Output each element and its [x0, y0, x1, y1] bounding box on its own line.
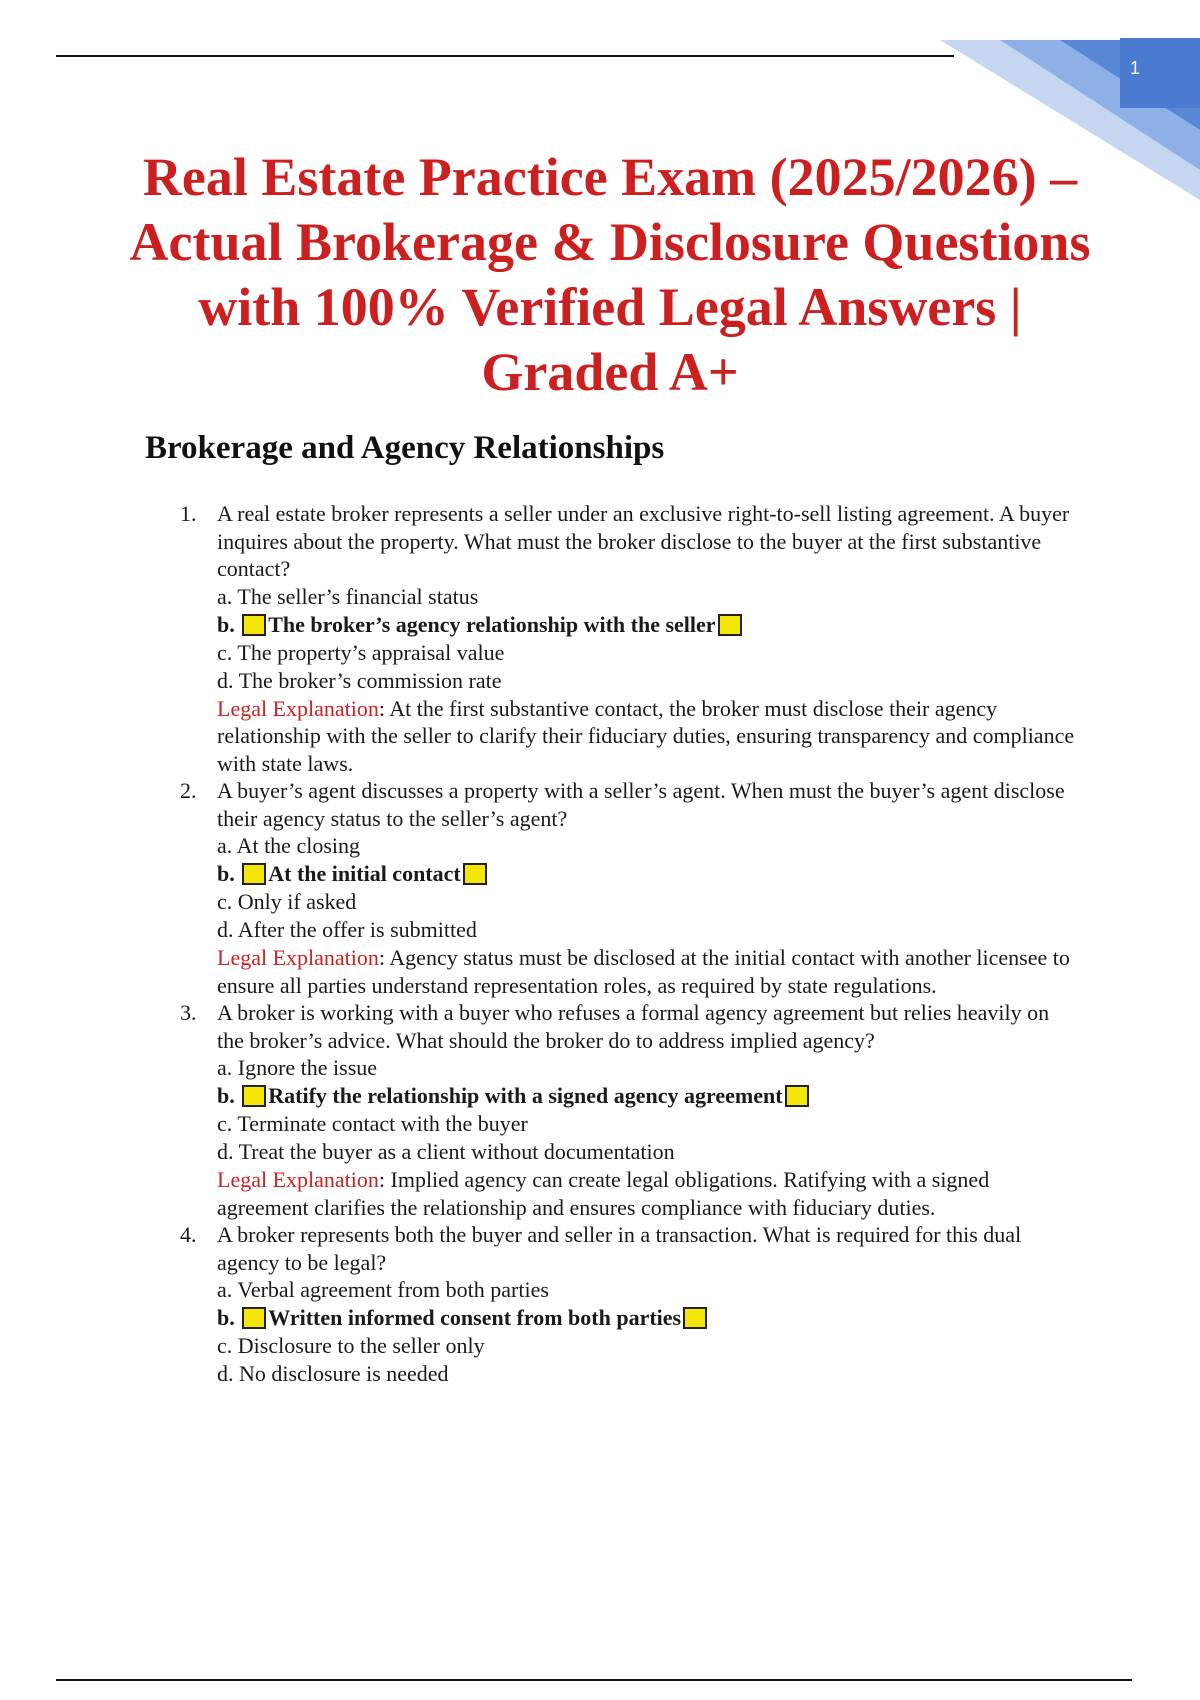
correct-answer-option: b. Ratify the relationship with a signed agency agreement	[217, 1082, 1077, 1110]
section-heading: Brokerage and Agency Relationships	[145, 430, 665, 466]
question-item	[0, 777, 1077, 999]
legal-explanation: Legal Explanation: Agency status must be disclosed at the initial contact with another licensee to ensure all parties understand representation roles, as required by state regulations.	[217, 945, 1070, 998]
answer-option: c. The property’s appraisal value	[217, 639, 505, 665]
legal-explanation: Legal Explanation: Implied agency can create legal obligations. Ratifying with a signed agreement clarifies the relationship and ensures compliance with fiduciary duties.	[217, 1167, 990, 1220]
legal-explanation: Legal Explanation: At the first substantive contact, the broker must disclose their agency relationship with the seller to clarify their fiduciary duties, ensuring transparency and compliance with state laws.	[217, 695, 1075, 776]
answer-option: c. Disclosure to the seller only	[217, 1333, 485, 1358]
highlight-box-icon	[242, 863, 266, 885]
highlight-box-icon	[242, 614, 266, 636]
question-item	[0, 1221, 1077, 1388]
highlight-box-icon	[242, 1085, 266, 1107]
question-number: 1.	[180, 501, 197, 526]
answer-option: d. No disclosure is needed	[217, 1361, 449, 1386]
highlight-box-icon	[785, 1085, 809, 1107]
answer-option: c. Only if asked	[217, 889, 357, 914]
question-number: 4.	[180, 1222, 197, 1247]
header-rule	[56, 55, 954, 57]
answer-option: d. After the offer is submitted	[217, 917, 477, 942]
highlight-box-icon	[242, 1307, 266, 1329]
footer-rule	[56, 1679, 1132, 1681]
question-number: 3.	[180, 1000, 197, 1025]
answer-option: d. Treat the buyer as a client without documentation	[217, 1139, 675, 1164]
answer-option: a. At the closing	[217, 833, 360, 858]
correct-answer-option: b. Written informed consent from both parties	[217, 1304, 1077, 1332]
answer-option: a. The seller’s financial status	[217, 583, 479, 609]
question-number: 2.	[180, 778, 197, 803]
explanation-label: Legal Explanation	[217, 695, 379, 721]
question-list	[0, 500, 1200, 1388]
question-text: A broker represents both the buyer and seller in a transaction. What is required for this dual agency to be legal?	[217, 1222, 1022, 1275]
question-text: A broker is working with a buyer who refuses a formal agency agreement but relies heavily on the broker’s advice. What should the broker do to address implied agency?	[217, 1000, 1050, 1053]
highlight-box-icon	[718, 614, 742, 636]
highlight-box-icon	[463, 863, 487, 885]
explanation-label: Legal Explanation	[217, 1167, 379, 1192]
highlight-box-icon	[683, 1307, 707, 1329]
page-number: 1	[1129, 58, 1140, 78]
question-text: A buyer’s agent discusses a property with a seller’s agent. When must the buyer’s agent disclose their agency status to the seller’s agent?	[217, 778, 1065, 831]
question-item	[0, 999, 1077, 1221]
question-item	[0, 500, 1077, 777]
answer-option: a. Ignore the issue	[217, 1055, 378, 1080]
correct-answer-option: b. The broker’s agency relationship with the seller	[217, 611, 1077, 639]
answer-option: a. Verbal agreement from both parties	[217, 1277, 549, 1302]
correct-answer-option: b. At the initial contact	[217, 860, 1077, 888]
answer-option: d. The broker’s commission rate	[217, 667, 502, 693]
answer-option: c. Terminate contact with the buyer	[217, 1111, 528, 1136]
document-title: Real Estate Practice Exam (2025/2026) – Actual Brokerage & Disclosure Questions with 100% Verified Legal Answers | Graded A+	[129, 147, 1091, 402]
explanation-label: Legal Explanation	[217, 945, 379, 970]
question-text: A real estate broker represents a seller under an exclusive right-to-sell listing agreement. A buyer inquires about the property. What must the broker disclose to the buyer at the first substantive contact?	[217, 501, 1070, 581]
